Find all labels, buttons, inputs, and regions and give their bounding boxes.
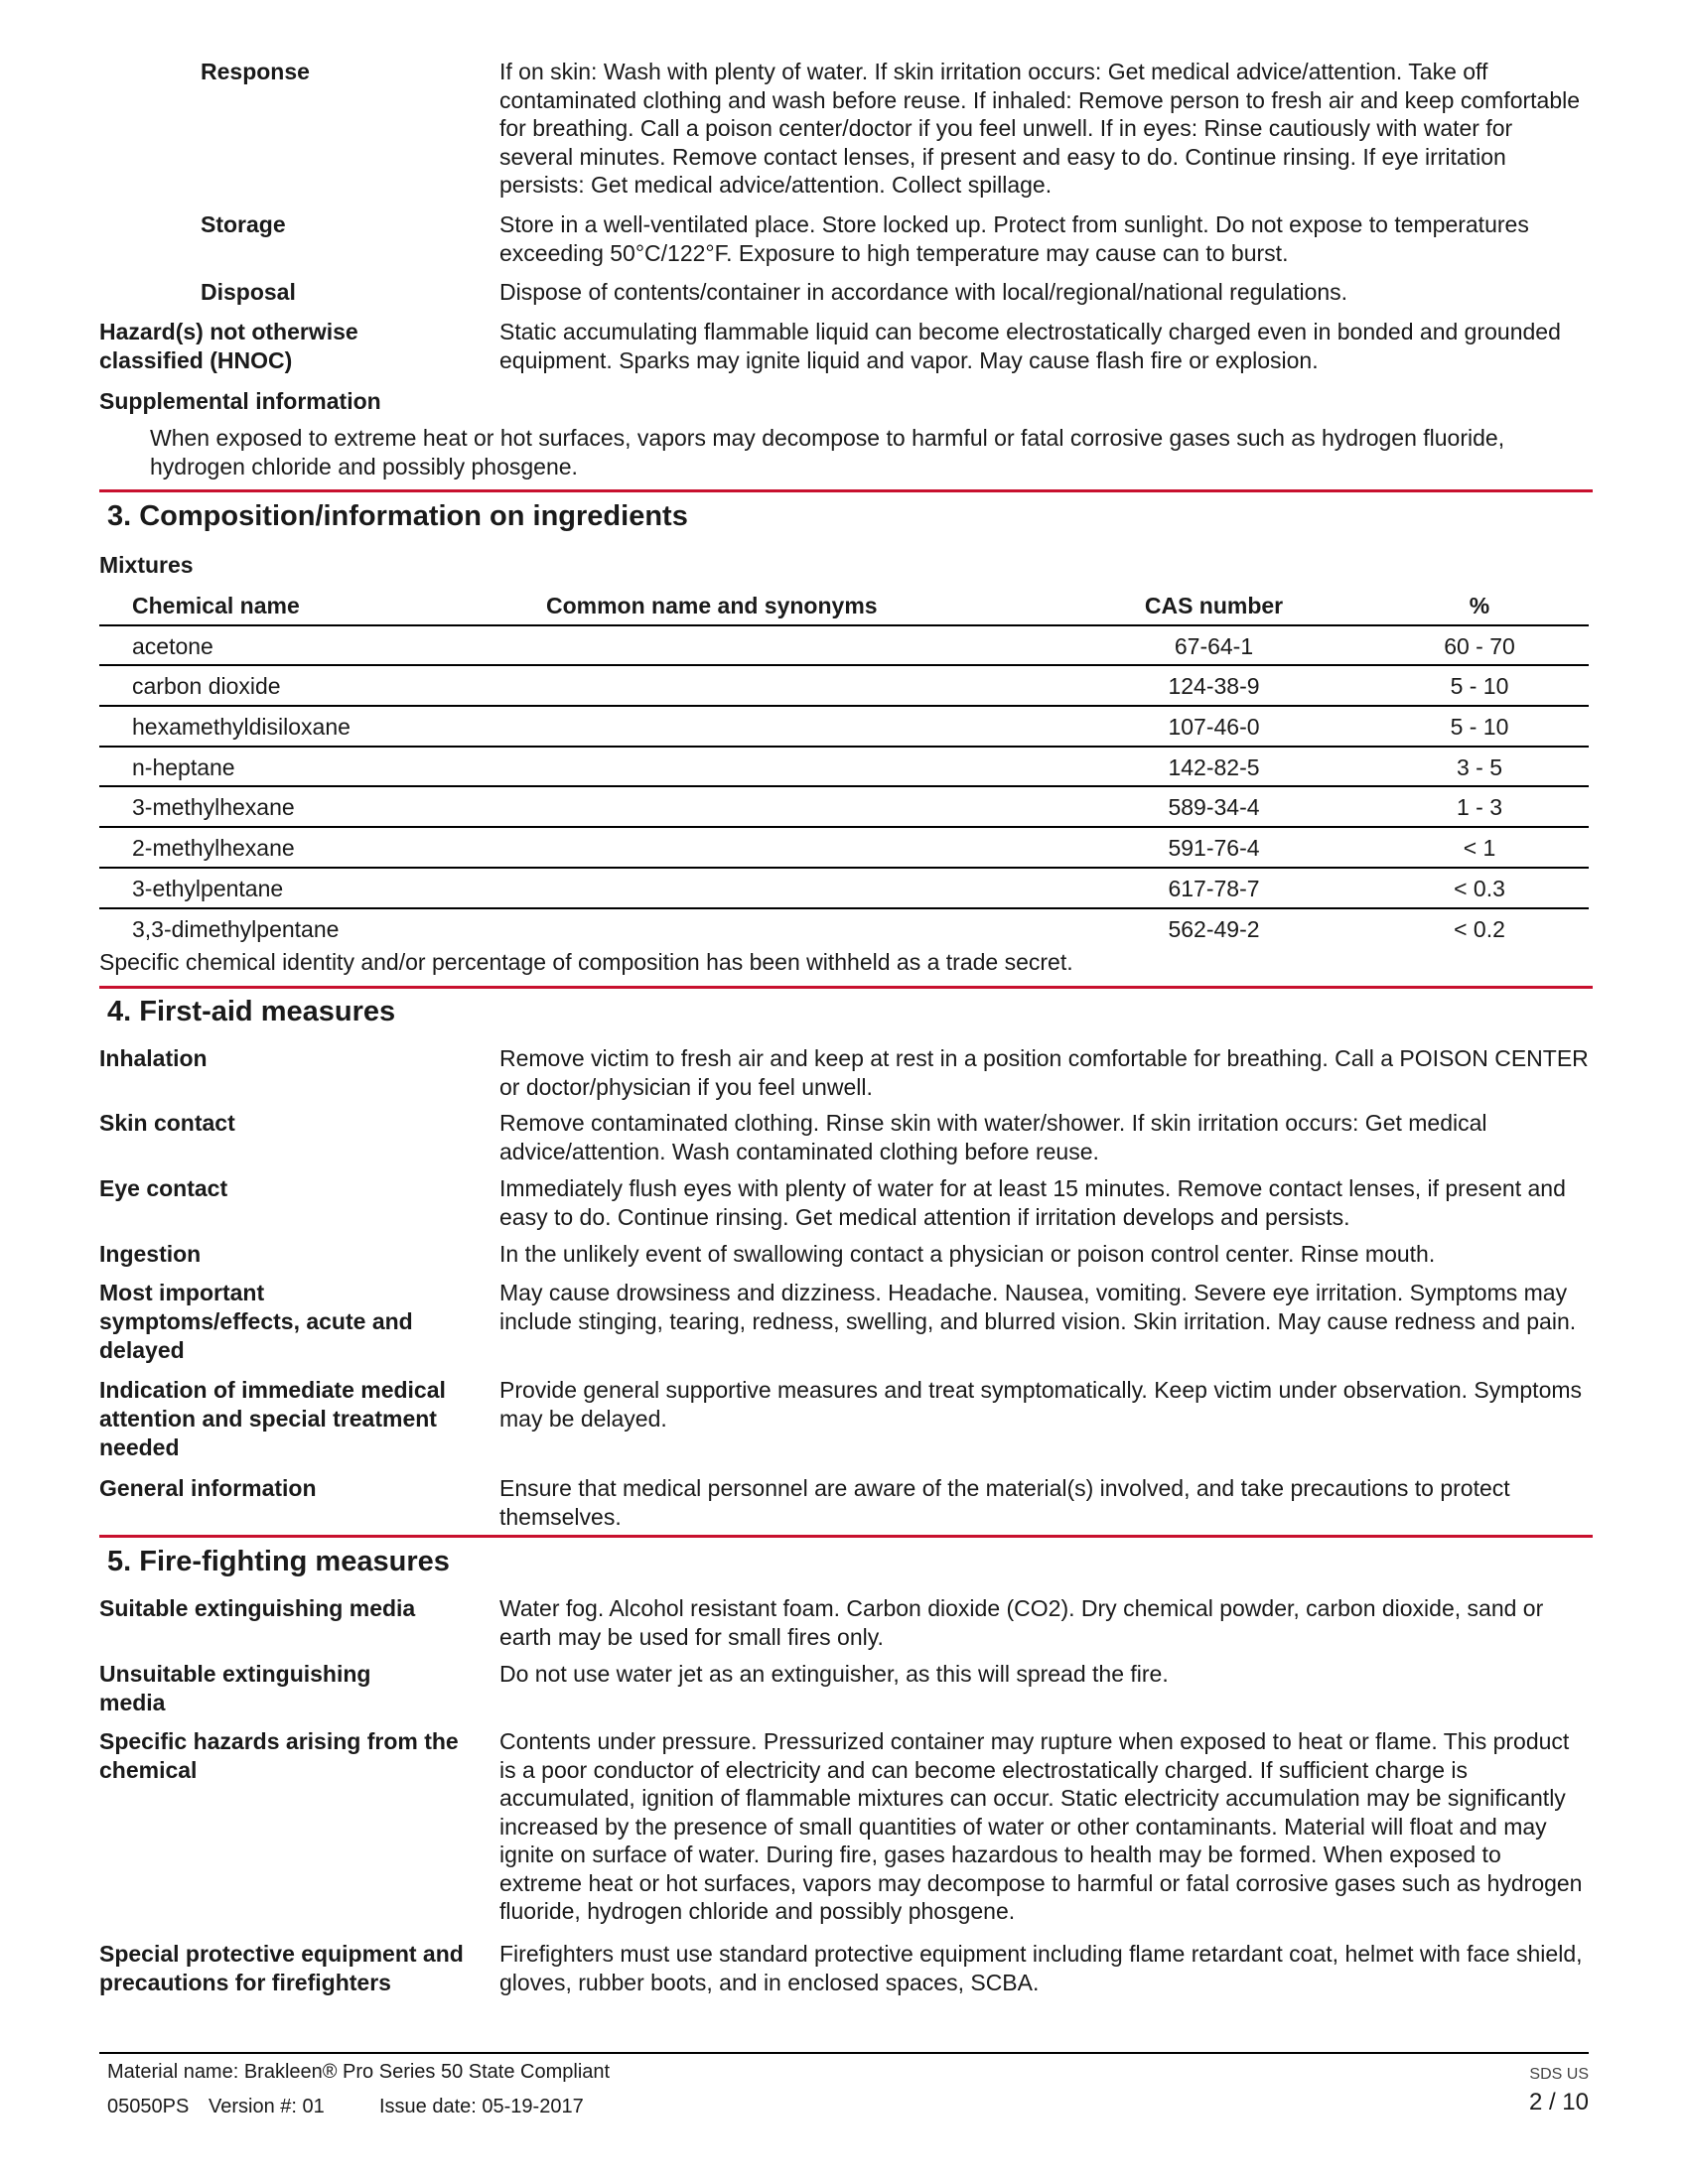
cas-number: 142-82-5 [1168,753,1260,780]
inhalation-label: Inhalation [99,1045,208,1071]
material-name: Material name: Brakleen® Pro Series 50 State Compliant [107,2061,611,2083]
cas-number: 589-34-4 [1168,794,1260,821]
percent: 5 - 10 [1450,714,1509,741]
chemical-name: acetone [132,632,213,659]
disposal-text: Dispose of contents/container in accordance with local/regional/national regulations. [499,279,1348,305]
table-row [99,869,1589,909]
unsuitable-media-text: Do not use water jet as an extinguisher, as this will spread the fire. [499,1661,1169,1687]
eye-contact-text: Immediately flush eyes with plenty of water for at least 15 minutes. Remove contact lenses, if present and easy to do. Continue rinsing. Get medical attention if irritation develops and persists. [499,1175,1566,1230]
response-label: Response [201,59,310,84]
cas-number: 617-78-7 [1168,875,1260,901]
medical-attention-text: Provide general supportive measures and treat symptomatically. Keep victim under observation. Symptoms may be delayed. [499,1377,1583,1432]
cas-number: 562-49-2 [1168,915,1260,942]
cas-number: 124-38-9 [1168,673,1260,700]
eye-contact-label: Eye contact [99,1175,228,1201]
chemical-name: 3-ethylpentane [132,875,284,901]
hnoc-label: Hazard(s) not otherwise classified (HNOC) [99,319,358,373]
table-row [99,787,1589,828]
issue-date: Issue date: 05-19-2017 [379,2096,584,2117]
cas-number: 67-64-1 [1174,632,1254,659]
chemical-name: carbon dioxide [132,673,281,700]
supplemental-text: When exposed to extreme heat or hot surfaces, vapors may decompose to harmful or fatal corrosive gases such as hydrogen fluoride, hydrogen chloride and possibly phosgene. [150,425,1505,479]
table-row [99,909,1589,948]
table-row [99,666,1589,707]
supplemental-label: Supplemental information [99,388,381,414]
suitable-media-text: Water fog. Alcohol resistant foam. Carbon dioxide (CO2). Dry chemical powder, carbon dioxide, sand or earth may be used for small fires only. [499,1595,1544,1650]
cas-number: 591-76-4 [1168,835,1260,862]
col-percent: % [1469,593,1490,618]
section-divider [99,1535,1593,1538]
chemical-name: n-heptane [132,753,235,780]
protective-equipment-label: Special protective equipment and precautions for firefighters [99,1941,464,1995]
chemical-name: 3,3-dimethylpentane [132,915,340,942]
page-number: 2 / 10 [1528,2089,1589,2116]
protective-equipment-text: Firefighters must use standard protective equipment including flame retardant coat, helmet with face shield, gloves, rubber boots, and in enclosed spaces, SCBA. [499,1941,1583,1995]
ingestion-label: Ingestion [99,1241,202,1267]
inhalation-text: Remove victim to fresh air and keep at rest in a position comfortable for breathing. Call a POISON CENTER or doctor/physician if you feel unwell. [499,1045,1589,1100]
section-4-title: 4. First-aid measures [107,996,396,1027]
section-5-title: 5. Fire-fighting measures [107,1546,450,1577]
table-row [99,626,1589,667]
mixtures-label: Mixtures [99,552,194,578]
symptoms-label: Most important symptoms/effects, acute and delayed [99,1280,413,1363]
product-code: 05050PS [107,2096,190,2117]
general-info-label: General information [99,1475,317,1501]
storage-text: Store in a well-ventilated place. Store locked up. Protect from sunlight. Do not expose to temperatures exceeding 50°C/122°F. Exposure to high temperature may cause can to burst. [499,211,1529,266]
disposal-label: Disposal [201,279,296,305]
table-row [99,828,1589,869]
table-header [99,586,1589,626]
section-divider [99,986,1593,989]
percent: < 0.3 [1454,875,1505,901]
unsuitable-media-label: Unsuitable extinguishing media [99,1661,371,1715]
trade-secret-note: Specific chemical identity and/or percentage of composition has been withheld as a trade secret. [99,949,1073,975]
percent: < 1 [1463,835,1496,862]
percent: 60 - 70 [1444,632,1515,659]
cas-number: 107-46-0 [1168,714,1260,741]
chemical-name: 3-methylhexane [132,794,295,821]
col-chemical-name: Chemical name [132,593,300,618]
ingredients-table [99,586,1589,947]
version-number: Version #: 01 [209,2096,325,2117]
percent: 3 - 5 [1456,753,1503,780]
skin-contact-label: Skin contact [99,1110,235,1136]
symptoms-text: May cause drowsiness and dizziness. Headache. Nausea, vomiting. Severe eye irritation. Symptoms may include stinging, tearing, redness, swelling, and blurred vision. Skin irritation. May cause redness and pain. [499,1280,1577,1334]
specific-hazards-text: Contents under pressure. Pressurized container may rupture when exposed to heat or flame. This product is a poor conductor of electricity and can become electrostatically charged. If sufficient charge is accumulated, ignition of flammable mixtures can occur. Static electricity accumulation may be significantly increased by the presence of small quantities of water or other contaminants. Material will float and may ignite on surface of water. During fire, gases hazardous to health may be formed. When exposed to extreme heat or hot surfaces, vapors may decompose to harmful or fatal corrosive gases such as hydrogen fluoride, hydrogen chloride and possibly phosgene. [499,1728,1583,1924]
section-divider [99,489,1593,492]
ingestion-text: In the unlikely event of swallowing contact a physician or poison control center. Rinse mouth. [499,1241,1436,1267]
storage-label: Storage [201,211,286,237]
chemical-name: 2-methylhexane [132,835,295,862]
hnoc-text: Static accumulating flammable liquid can become electrostatically charged even in bonded and grounded equipment. Sparks may ignite liquid and vapor. May cause flash fire or explosion. [499,319,1561,373]
footer-divider [99,2052,1589,2054]
section-3-title: 3. Composition/information on ingredients [107,500,688,532]
percent: 1 - 3 [1456,794,1503,821]
general-info-text: Ensure that medical personnel are aware of the material(s) involved, and take precautions to protect themselves. [499,1475,1510,1530]
response-text: If on skin: Wash with plenty of water. If skin irritation occurs: Get medical advice/attention. Take off contaminated clothing and wash before reuse. If inhaled: Remove person to fresh air and keep comfortable for breathing. Call a poison center/doctor if you feel unwell. If in eyes: Rinse cautiously with water for several minutes. Remove contact lenses, if present and easy to do. Continue rinsing. If eye irritation persists: Get medical advice/attention. Collect spillage. [499,59,1581,198]
skin-contact-text: Remove contaminated clothing. Rinse skin with water/shower. If skin irritation occurs: Get medical advice/attention. Wash contaminated clothing before reuse. [499,1110,1487,1164]
specific-hazards-label: Specific hazards arising from the chemical [99,1728,459,1783]
doc-type: SDS US [1529,2066,1589,2083]
percent: < 0.2 [1454,915,1505,942]
medical-attention-label: Indication of immediate medical attention and special treatment needed [99,1377,446,1460]
suitable-media-label: Suitable extinguishing media [99,1595,416,1621]
chemical-name: hexamethyldisiloxane [132,714,351,741]
table-row [99,748,1589,788]
col-synonyms: Common name and synonyms [546,593,878,618]
percent: 5 - 10 [1450,673,1509,700]
table-row [99,707,1589,748]
col-cas: CAS number [1144,593,1284,618]
